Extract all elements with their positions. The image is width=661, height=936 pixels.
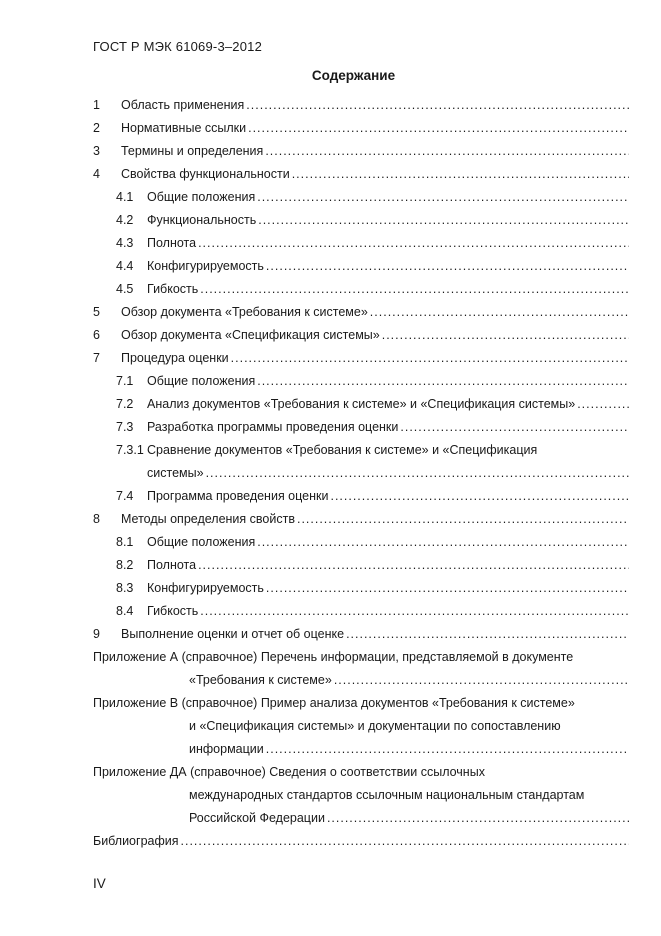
dot-leader — [257, 186, 629, 209]
toc-entry-number: 6 — [93, 328, 100, 342]
toc-entry-text — [147, 554, 629, 577]
toc-entry-number: 1 — [93, 98, 100, 112]
toc-entry-label: Общие положения — [147, 190, 256, 204]
toc-entry-label: Анализ документов «Требования к системе» и «Спецификация системы» — [147, 397, 576, 411]
toc-entry-text — [121, 508, 629, 531]
appendix-entry-continuation[interactable] — [93, 784, 629, 807]
toc-entry-label: Нормативные ссылки — [121, 121, 247, 135]
toc-entry-number: 7 — [93, 351, 100, 365]
toc-entry-number: 8.4 — [116, 604, 134, 618]
toc-entry[interactable] — [93, 577, 629, 600]
dot-leader — [382, 324, 629, 347]
toc-entry[interactable] — [93, 94, 629, 117]
dot-leader — [266, 255, 629, 278]
dot-leader — [370, 301, 629, 324]
dot-leader — [265, 140, 629, 163]
toc-entry-label: Российской Федерации — [189, 811, 325, 825]
toc-entry-label: Процедура оценки — [121, 351, 229, 365]
toc-entry-label: Библиография — [93, 834, 179, 848]
dot-leader — [297, 508, 629, 531]
toc-entry-number: 4.1 — [116, 190, 134, 204]
dot-leader — [198, 554, 629, 577]
toc-entry-text — [147, 209, 629, 232]
toc-entry-text — [93, 761, 629, 784]
toc-entry-text — [147, 186, 629, 209]
toc-entry[interactable] — [93, 393, 629, 416]
appendix-entry[interactable] — [93, 646, 629, 669]
toc-entry-text — [147, 485, 629, 508]
dot-leader — [292, 163, 629, 186]
dot-leader — [200, 278, 629, 301]
toc-entry[interactable] — [93, 232, 629, 255]
toc-entry-label: Разработка программы проведения оценки — [147, 420, 399, 434]
dot-leader — [400, 416, 629, 439]
toc-entry-text — [189, 807, 629, 830]
appendix-entry-continuation[interactable] — [93, 669, 629, 692]
toc-entry-label: Приложение ДА (справочное) Сведения о соответствии ссылочных — [93, 765, 485, 779]
toc-entry-number: 2 — [93, 121, 100, 135]
toc-entry-label: Общие положения — [147, 374, 256, 388]
dot-leader — [258, 209, 629, 232]
toc-entry-label: информации — [189, 742, 264, 756]
table-of-contents — [93, 94, 629, 853]
toc-entry-text — [121, 324, 629, 347]
toc-entry-text — [147, 393, 629, 416]
dot-leader — [257, 531, 629, 554]
toc-entry-label: Приложение В (справочное) Пример анализа документов «Требования к системе» — [93, 696, 575, 710]
toc-entry-text — [93, 830, 629, 853]
toc-entry-number: 7.4 — [116, 489, 134, 503]
toc-entry-label: и «Спецификация системы» и документации по сопоставлению — [189, 719, 561, 733]
toc-entry-text — [147, 370, 629, 393]
appendix-entry[interactable] — [93, 761, 629, 784]
toc-entry-text — [121, 94, 629, 117]
toc-entry-number: 7.1 — [116, 374, 134, 388]
toc-entry-number: 7.2 — [116, 397, 134, 411]
dot-leader — [266, 577, 629, 600]
toc-entry-number: 4.3 — [116, 236, 134, 250]
dot-leader — [248, 117, 629, 140]
toc-entry[interactable] — [93, 416, 629, 439]
toc-entry-label: Приложение А (справочное) Перечень информации, представляемой в документе — [93, 650, 574, 664]
toc-entry-number: 4.5 — [116, 282, 134, 296]
toc-entry-text — [147, 416, 629, 439]
toc-entry[interactable] — [93, 508, 629, 531]
toc-entry-number: 4.2 — [116, 213, 134, 227]
toc-entry[interactable] — [93, 140, 629, 163]
toc-entry[interactable] — [93, 554, 629, 577]
dot-leader — [327, 807, 629, 830]
toc-entry[interactable] — [93, 485, 629, 508]
toc-entry[interactable] — [93, 278, 629, 301]
dot-leader — [181, 830, 629, 853]
toc-entry-label: «Требования к системе» — [189, 673, 332, 687]
toc-entry-label: Конфигурируемость — [147, 581, 264, 595]
appendix-entry-continuation[interactable] — [93, 738, 629, 761]
document-header: ГОСТ Р МЭК 61069-3–2012 — [93, 39, 263, 54]
toc-entry-text — [147, 439, 629, 462]
dot-leader — [257, 370, 629, 393]
dot-leader — [577, 393, 629, 416]
toc-entry-text — [189, 784, 629, 807]
toc-entry[interactable] — [93, 623, 629, 646]
toc-entry-label: Функциональность — [147, 213, 257, 227]
toc-entry-text — [189, 715, 629, 738]
toc-entry-text — [121, 623, 629, 646]
toc-entry[interactable] — [93, 117, 629, 140]
toc-entry-label: системы» — [147, 466, 204, 480]
appendix-entry-continuation[interactable] — [93, 807, 629, 830]
dot-leader — [346, 623, 629, 646]
toc-entry-number: 9 — [93, 627, 100, 641]
toc-entry-text — [147, 255, 629, 278]
toc-entry-number: 5 — [93, 305, 100, 319]
toc-entry-text — [121, 117, 629, 140]
toc-entry[interactable] — [93, 439, 629, 462]
page-title: Содержание — [311, 68, 396, 83]
toc-entry[interactable] — [93, 186, 629, 209]
toc-entry-text — [147, 278, 629, 301]
appendix-entry[interactable] — [93, 692, 629, 715]
page-number: IV — [93, 876, 106, 891]
toc-entry-text — [93, 692, 629, 715]
dot-leader — [198, 232, 629, 255]
toc-entry-text — [189, 669, 629, 692]
toc-entry[interactable] — [93, 163, 629, 186]
toc-entry-text — [147, 462, 629, 485]
dot-leader — [206, 462, 629, 485]
toc-entry-label: Обзор документа «Спецификация системы» — [121, 328, 380, 342]
toc-entry[interactable] — [93, 347, 629, 370]
toc-entry-number: 3 — [93, 144, 100, 158]
toc-entry[interactable] — [93, 600, 629, 623]
toc-entry-text — [121, 347, 629, 370]
toc-entry-text — [121, 163, 629, 186]
toc-entry-number: 8.3 — [116, 581, 134, 595]
toc-entry[interactable] — [93, 209, 629, 232]
toc-entry-number: 8.1 — [116, 535, 134, 549]
toc-entry-number: 8 — [93, 512, 100, 526]
toc-entry-continuation[interactable] — [93, 462, 629, 485]
toc-entry-label: Программа проведения оценки — [147, 489, 329, 503]
toc-entry-label: Гибкость — [147, 282, 199, 296]
toc-entry[interactable] — [93, 324, 629, 347]
dot-leader — [330, 485, 629, 508]
toc-entry-label: Общие положения — [147, 535, 256, 549]
toc-entry-label: Полнота — [147, 558, 197, 572]
toc-entry-label: Гибкость — [147, 604, 199, 618]
toc-entry-label: Сравнение документов «Требования к системе» и «Спецификация — [147, 443, 538, 457]
toc-entry-text — [147, 577, 629, 600]
toc-entry[interactable] — [93, 301, 629, 324]
toc-entry-label: международных стандартов ссылочным национальным стандартам — [189, 788, 585, 802]
toc-entry[interactable] — [93, 255, 629, 278]
toc-entry-label: Конфигурируемость — [147, 259, 264, 273]
toc-entry-label: Свойства функциональности — [121, 167, 290, 181]
dot-leader — [200, 600, 629, 623]
toc-entry-text — [147, 531, 629, 554]
toc-entry-label: Область применения — [121, 98, 245, 112]
toc-entry[interactable] — [93, 531, 629, 554]
toc-entry-number: 8.2 — [116, 558, 134, 572]
toc-entry-text — [121, 140, 629, 163]
toc-entry-label: Обзор документа «Требования к системе» — [121, 305, 368, 319]
appendix-entry-continuation[interactable] — [93, 715, 629, 738]
toc-entry-text — [93, 646, 629, 669]
dot-leader — [246, 94, 629, 117]
toc-entry-number: 7.3 — [116, 420, 134, 434]
toc-entry-text — [147, 232, 629, 255]
toc-entry-number: 7.3.1 — [116, 443, 144, 457]
toc-entry-label: Методы определения свойств — [121, 512, 295, 526]
dot-leader — [266, 738, 629, 761]
toc-entry-label: Выполнение оценки и отчет об оценке — [121, 627, 345, 641]
toc-entry[interactable] — [93, 370, 629, 393]
toc-entry-label: Термины и определения — [121, 144, 264, 158]
bibliography-entry[interactable] — [93, 830, 629, 853]
toc-entry-text — [147, 600, 629, 623]
toc-entry-label: Полнота — [147, 236, 197, 250]
toc-entry-number: 4.4 — [116, 259, 134, 273]
dot-leader — [231, 347, 629, 370]
toc-entry-text — [121, 301, 629, 324]
toc-entry-text — [189, 738, 629, 761]
dot-leader — [334, 669, 629, 692]
toc-entry-number: 4 — [93, 167, 100, 181]
